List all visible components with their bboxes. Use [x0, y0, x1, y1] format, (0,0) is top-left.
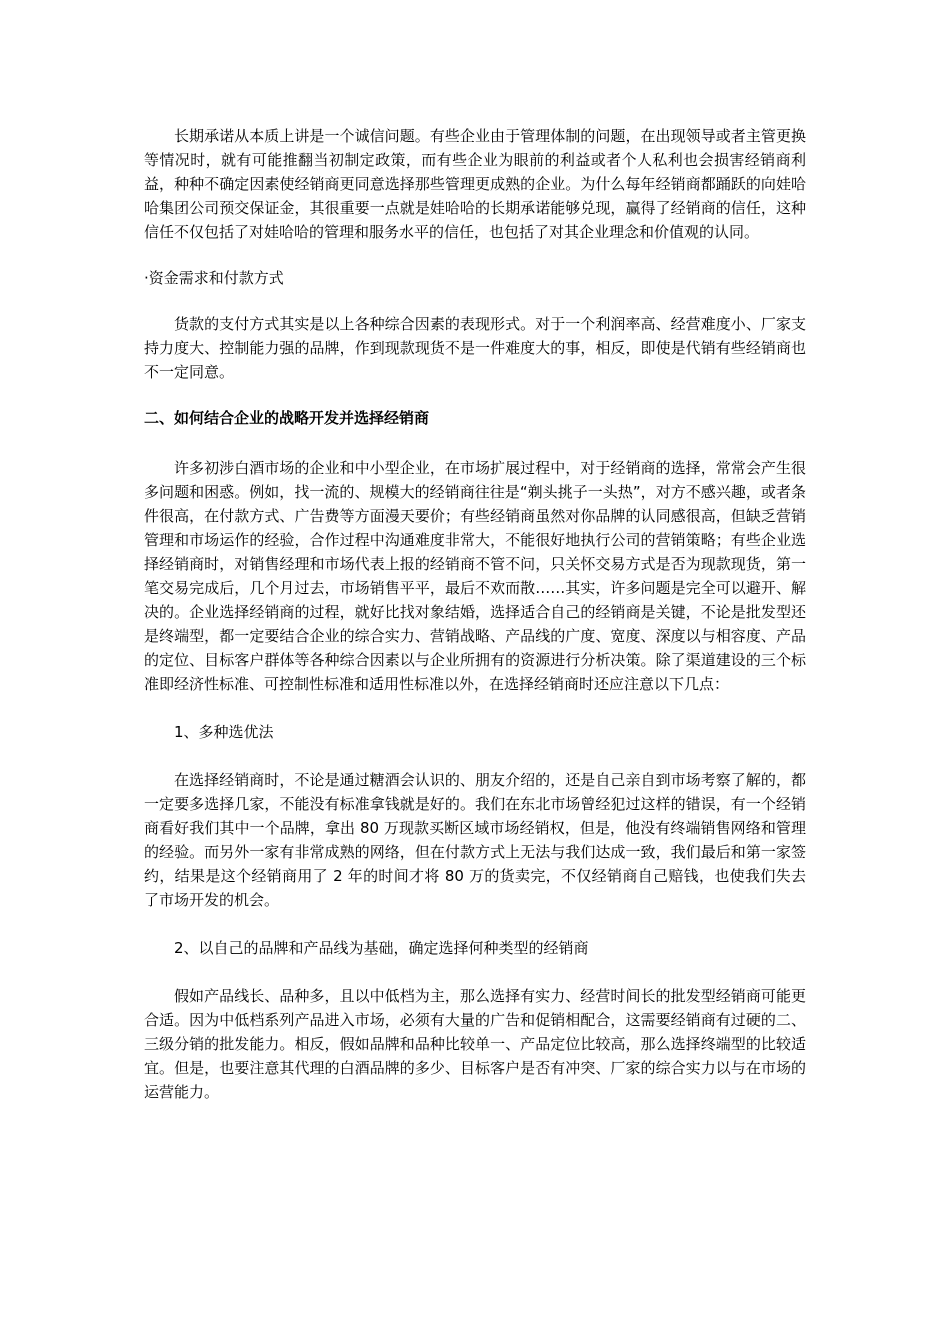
paragraph-item-1: 在选择经销商时，不论是通过糖酒会认识的、朋友介绍的，还是自己亲自到市场考察了解的，都一定要多选择几家，不能没有标准拿钱就是好的。我们在东北市场曾经犯过这样的错误，有一个经销商看好我们其中一个品牌，拿出 80 万现款买断区域市场经销权，但是，他没有终端销售网络和管理的经验。而另外一家有非常成熟的网络，但在付款方式上无法与我们达成一致，我们最后和第一家签约，结果是这个经销商用了 2 年的时间才将 80 万的货卖完，不仅经销商自己赔钱，也使我们失去了市场开发的机会。 [144, 771, 806, 909]
paragraph-long-term-commitment: 长期承诺从本质上讲是一个诚信问题。有些企业由于管理体制的问题，在出现领导或者主管更换等情况时，就有可能推翻当初制定政策，而有些企业为眼前的利益或者个人私利也会损害经销商利益，种种不确定因素使经销商更同意选择那些管理更成熟的企业。为什么每年经销商都踊跃的向娃哈哈集团公司预交保证金，其很重要一点就是娃哈哈的长期承诺能够兑现，赢得了经销商的信任，这种信任不仅包括了对娃哈哈的管理和服务水平的信任，也包括了对其企业理念和价值观的认同。 [144, 127, 806, 241]
paragraph-payment-method: 货款的支付方式其实是以上各种综合因素的表现形式。对于一个利润率高、经营难度小、厂家支持力度大、控制能力强的品牌，作到现款现货不是一件难度大的事，相反，即使是代销有些经销商也不一定同意。 [144, 315, 806, 381]
item-2-heading: 2、以自己的品牌和产品线为基础，确定选择何种类型的经销商 [174, 939, 589, 957]
document-page [144, 124, 806, 1104]
bullet-funding-and-payment: ·资金需求和付款方式 [144, 269, 284, 287]
section-2-heading: 二、如何结合企业的战略开发并选择经销商 [144, 409, 430, 427]
paragraph-section-2-intro: 许多初涉白酒市场的企业和中小型企业，在市场扩展过程中，对于经销商的选择，常常会产生很多问题和困惑。例如，找一流的、规模大的经销商往往是“剃头挑子一头热”，对方不感兴趣，或者条件很高，在付款方式、广告费等方面漫天要价；有些经销商虽然对你品牌的认同感很高，但缺乏营销管理和市场运作的经验，合作过程中沟通难度非常大，不能很好地执行公司的营销策略；有些企业选择经销商时，对销售经理和市场代表上报的经销商不管不问，只关怀交易方式是否为现款现货，第一笔交易完成后，几个月过去，市场销售平平，最后不欢而散……其实，许多问题是完全可以避开、解决的。企业选择经销商的过程，就好比找对象结婚，选择适合自己的经销商是关键，不论是批发型还是终端型，都一定要结合企业的综合实力、营销战略、产品线的广度、宽度、深度以与相容度、产品的定位、目标客户群体等各种综合因素以与企业所拥有的资源进行分析决策。除了渠道建设的三个标准即经济性标准、可控制性标准和适用性标准以外，在选择经销商时还应注意以下几点： [144, 459, 806, 693]
paragraph-item-2: 假如产品线长、品种多，且以中低档为主，那么选择有实力、经营时间长的批发型经销商可能更合适。因为中低档系列产品进入市场，必须有大量的广告和促销相配合，这需要经销商有过硬的二、三级分销的批发能力。相反，假如品牌和品种比较单一、产品定位比较高，那么选择终端型的比较适宜。但是，也要注意其代理的白酒品牌的多少、目标客户是否有冲突、厂家的综合实力以与在市场的运营能力。 [144, 987, 806, 1101]
item-1-heading: 1、多种选优法 [174, 723, 274, 741]
